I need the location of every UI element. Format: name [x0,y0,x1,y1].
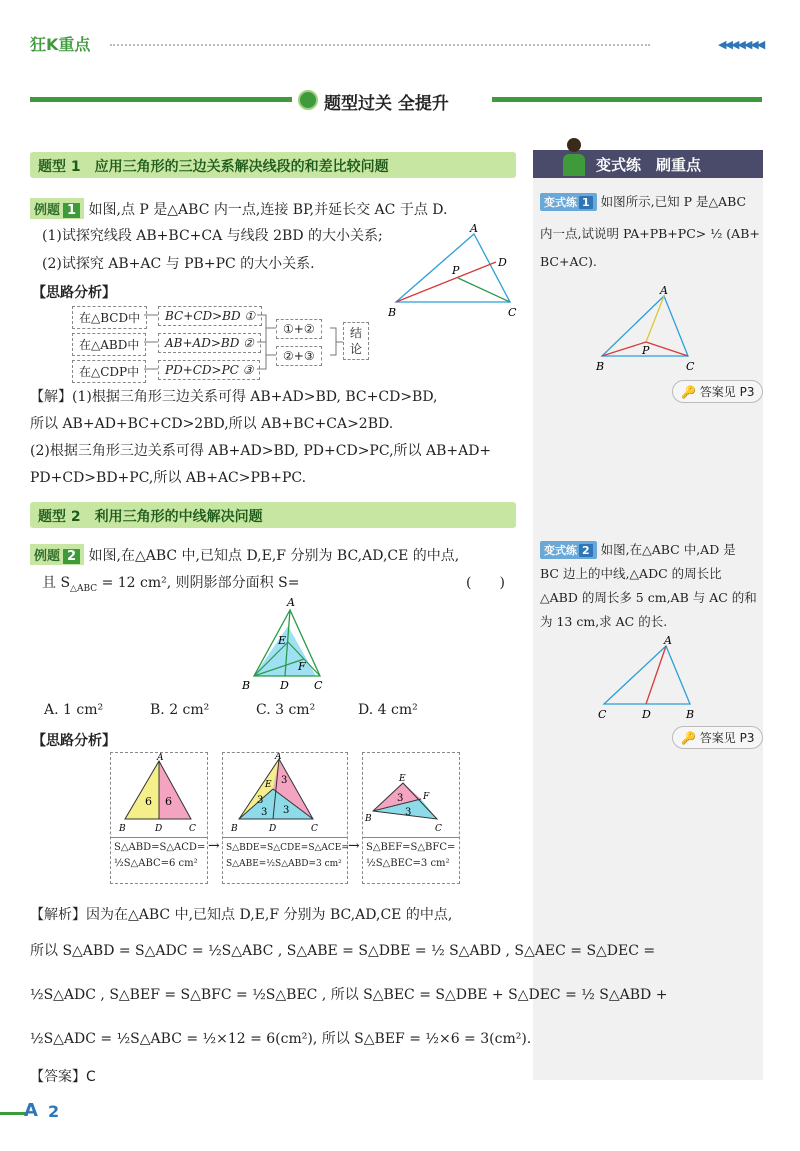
variant1-l2: 内一点,试说明 PA+PB+PC> ½ (AB+ [540,226,760,241]
panel2-label-a: A [275,753,282,762]
variant2-l4: 为 13 cm,求 AC 的长. [540,614,668,629]
fig1-label-d: D [498,256,507,269]
panel3-n1: 3 [397,793,404,804]
flow-r2a: 在△ABD中 [72,333,146,356]
options [44,702,514,724]
variant1 [540,192,762,282]
panel1-label-d: D [155,824,163,833]
key-icon: 🔑 [681,385,696,399]
solution1-l2: 所以 AB+AD+BC+CD>2BD,所以 AB+BC+CA>2BD. [30,416,394,432]
side2-label-d: D [642,708,651,720]
flow-r3a: 在△CDP中 [72,360,146,383]
panel1-label-b: B [119,824,126,833]
panel3-n2: 3 [405,807,412,818]
fig1-label-b: B [388,306,397,319]
example1-q1: 如图,点 P 是△ABC 内一点,连接 BP,并延长交 AC 于点 D. [88,202,448,218]
panel2-n1: 3 [257,795,264,806]
variant2-l3: △ABD 的周长多 5 cm,AB 与 AC 的和 [540,590,757,605]
flow-r2b: AB+AD>BD ② [158,333,261,353]
panel2-figure [223,753,347,833]
panel3-f1: S△BEF=S△BFC= [366,842,456,853]
figure-triangle-abc-def [238,596,330,692]
type2-title: 题型 2 利用三角形的中线解决问题 [38,509,263,525]
panel1-label-c: C [189,824,196,833]
analysis-panel-2 [222,752,348,884]
side2-label-a: A [664,636,672,647]
variant2-tag: 变式练 2 [540,541,597,559]
solution2-l3: ½S△ADC , S△BEF = S△BFC = ½S△BEC , 所以 S△BEC = S△DBE + S△DEC = ½ S△ABD + [30,987,668,1003]
example1-q2: (1)试探究线段 AB+BC+CA 与线段 2BD 的大小关系; [42,228,383,244]
footer-rule [0,1112,26,1115]
panel3-label-c: C [435,824,442,833]
solution2-l4: ½S△ADC = ½S△ABC = ½×12 = 6(cm²), 所以 S△BEF = ½×6 = 3(cm²). [30,1031,532,1047]
side-title: 变式练 刷重点 [596,156,702,174]
solution1-l4: PD+CD>BD+PC,所以 AB+AC>PB+PC. [30,470,307,486]
fig1-label-c: C [508,306,517,319]
side1-label-p: P [642,344,650,357]
flow-connectors [60,300,360,390]
panel2-label-b: B [231,824,238,833]
variant2-answer-button[interactable]: 🔑 答案见 P3 [672,726,763,749]
fig2-label-b: B [242,679,251,692]
option-a: A. 1 cm² [44,702,104,718]
section-title: 题型过关 全提升 [324,94,449,114]
panel3-label-f: F [423,792,430,802]
panel3-label-b: B [365,814,372,824]
panel2-n3: 3 [261,807,268,818]
option-c: C. 3 cm² [256,702,316,718]
panel1-label-a: A [157,753,164,763]
example2-paren: ( ) [466,575,505,591]
type1-title: 题型 1 应用三角形的三边关系解决线段的和差比较问题 [38,159,389,175]
side1-label-b: B [596,360,605,373]
variant1-answer-button[interactable]: 🔑 答案见 P3 [672,380,763,403]
arrow-2: → [348,838,360,854]
person-icon [563,138,585,178]
flow-r1a: 在△BCD中 [72,306,147,329]
flow-r3b: PD+CD>PC ③ [158,360,260,380]
header-arrows: ◀◀◀◀◀◀◀ [718,38,764,51]
solution2 [30,904,668,1085]
example2-text [30,544,520,604]
fig2-label-c: C [314,679,323,692]
side-figure-2 [594,636,704,720]
panel3-label-e: E [399,774,406,784]
option-b: B. 2 cm² [150,702,210,718]
panel2-label-e: E [265,780,272,790]
analysis2-label: 【思路分析】 [32,733,116,749]
solution1-l3: (2)根据三角形三边关系可得 AB+AD>BD, PD+CD>PC,所以 AB+AD+ [30,443,492,459]
flow-m2: ②+③ [276,346,322,366]
example1-q3: (2)试探究 AB+AC 与 PB+PC 的大小关系. [42,256,315,272]
analysis-panel-3 [362,752,460,884]
panel1-n2: 6 [165,795,172,808]
fig2-label-d: D [280,679,289,692]
example1-tag: 例题 1 [30,198,84,219]
option-d: D. 4 cm² [358,702,418,718]
fig2-label-e: E [278,634,287,647]
panel1-f1: S△ABD=S△ACD= [114,842,206,853]
variant2 [540,540,762,632]
section-rule-right [492,97,762,102]
panel2-label-d: D [269,824,277,833]
side-figure-1 [590,284,700,374]
example2-q2: 且 $S_{\triangle ABC} = 12$ cm², 则阴影部分面积 S= [42,575,300,594]
figure-triangle-abc-p [388,222,523,322]
panel2-n4: 3 [283,805,290,816]
answer2: 【答案】C [30,1069,96,1085]
side2-label-c: C [598,708,607,720]
solution1 [30,386,520,496]
panel3-figure [363,753,459,833]
compass-icon: A [24,1100,38,1121]
page-number: 2 [48,1102,60,1121]
analysis1-label: 【思路分析】 [32,285,116,301]
side1-label-c: C [686,360,695,373]
logo: 狂K重点 [30,35,91,54]
panel1-figure [111,753,207,833]
side1-label-a: A [660,284,668,297]
variant2-l1: 如图,在△ABC 中,AD 是 [600,542,736,557]
panel2-n2: 3 [281,775,288,786]
fig1-label-a: A [470,222,478,235]
section-rule-left [30,97,292,102]
panel2-label-c: C [311,824,318,833]
flow-end: 结论 [343,322,369,360]
solution2-l2: 所以 S△ABD = S△ADC = ½S△ABC , S△ABE = S△DBE = ½ S△ABD , S△AEC = S△DEC = [30,943,656,959]
flow-r1b: BC+CD>BD ① [158,306,262,326]
panel1-f2: ½S△ABC=6 cm² [114,858,198,869]
panel3-f2: ½S△BEC=3 cm² [366,858,450,869]
example2-tag: 例题 2 [30,544,84,565]
panel1-n1: 6 [145,795,152,808]
solution2-l1: 【解析】因为在△ABC 中,已知点 D,E,F 分别为 BC,AD,CE 的中点, [30,907,453,923]
panel2-f1: S△BDE=S△CDE=S△ACE= [226,843,349,853]
variant1-tag: 变式练 1 [540,193,597,211]
variant2-l2: BC 边上的中线,△ADC 的周长比 [540,566,722,581]
variant1-l3: BC+AC). [540,254,597,269]
analysis-panel-1 [110,752,208,884]
example2-q1: 如图,在△ABC 中,已知点 D,E,F 分别为 BC,AD,CE 的中点, [88,548,460,564]
globe-icon [298,90,318,110]
header-dotted-line [110,44,650,46]
arrow-1: → [208,838,220,854]
fig2-label-f: F [298,660,306,673]
panel2-f2: S△ABE=½S△ABD=3 cm² [226,859,342,869]
flow-m1: ①+② [276,319,322,339]
variant1-l1: 如图所示,已知 P 是△ABC [600,194,747,209]
key-icon: 🔑 [681,731,696,745]
fig1-label-p: P [452,264,460,277]
fig2-label-a: A [287,596,295,609]
side2-label-b: B [686,708,695,720]
solution1-l1: 【解】(1)根据三角形三边关系可得 AB+AD>BD, BC+CD>BD, [30,389,438,405]
